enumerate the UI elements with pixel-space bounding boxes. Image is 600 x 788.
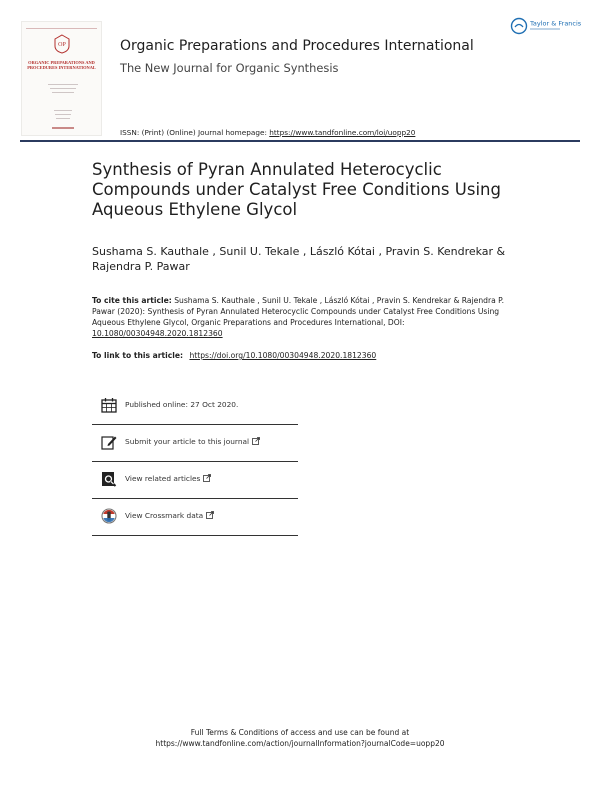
published-online-label: Published online: 27 Oct 2020. xyxy=(125,400,239,409)
cover-line xyxy=(48,84,78,85)
taylor-francis-logo-text: Taylor & Francis xyxy=(530,19,582,28)
external-link-icon xyxy=(206,511,214,519)
external-link-icon xyxy=(252,437,260,445)
article-authors: Sushama S. Kauthale , Sunil U. Tekale , László Kótai , Pravin S. Kendrekar & Rajendra P. Pawar xyxy=(92,245,506,273)
cover-crest-icon xyxy=(53,34,71,54)
submit-article-label: Submit your article to this journal xyxy=(125,437,250,446)
taylor-francis-logo xyxy=(510,17,582,35)
cover-line xyxy=(55,114,71,115)
article-link-row xyxy=(92,350,512,361)
journal-subtitle: The New Journal for Organic Synthesis xyxy=(120,61,339,75)
citation-text: Sushama S. Kauthale , Sunil U. Tekale , László Kótai , Pravin S. Kendrekar & Rajendra P. Pawar (2020): Synthesis of Pyran Annulated Heterocyclic Compounds under Catalyst Free Conditions Using Aqueous Ethylene Glycol, Organic Preparations and Procedures International, DOI: xyxy=(92,296,504,327)
info-item-related[interactable] xyxy=(92,462,298,499)
svg-text:OP: OP xyxy=(58,42,66,48)
article-title: Synthesis of Pyran Annulated Heterocyclic Compounds under Catalyst Free Conditions Using Aqueous Ethylene Glycol xyxy=(92,160,501,219)
issn-label: ISSN: (Print) (Online) Journal homepage: xyxy=(120,128,267,137)
cover-line xyxy=(52,92,74,93)
issn-line xyxy=(120,128,415,137)
cover-line xyxy=(56,118,70,119)
cover-top-rule xyxy=(26,28,97,29)
journal-title: Organic Preparations and Procedures International xyxy=(120,38,474,54)
footer-journal-info-link[interactable]: https://www.tandfonline.com/action/journalInformation?journalCode=uopp20 xyxy=(155,739,445,748)
related-articles-link[interactable] xyxy=(125,474,211,483)
crossmark-link[interactable] xyxy=(125,511,214,520)
external-link-icon xyxy=(203,474,211,482)
info-item-submit[interactable] xyxy=(92,425,298,462)
search-icon xyxy=(101,471,117,487)
footer xyxy=(100,727,500,749)
cover-line xyxy=(50,88,76,89)
article-link-label: To link to this article: xyxy=(92,351,184,360)
info-item-crossmark[interactable] xyxy=(92,499,298,536)
info-item-published xyxy=(92,388,298,425)
citation-label: To cite this article: xyxy=(92,296,172,305)
crossmark-label: View Crossmark data xyxy=(125,511,204,520)
crossmark-icon xyxy=(101,508,117,524)
article-doi-link[interactable]: https://doi.org/10.1080/00304948.2020.1812360 xyxy=(189,351,377,360)
citation-block xyxy=(92,295,512,339)
article-info-list xyxy=(92,388,298,536)
header-rule xyxy=(20,140,580,142)
cover-title: ORGANIC PREPARATIONS AND PROCEDURES INTERNATIONAL xyxy=(27,60,96,71)
cover-publisher-logo-icon xyxy=(52,126,74,130)
footer-terms-text: Full Terms & Conditions of access and use can be found at xyxy=(190,728,410,737)
edit-icon xyxy=(101,434,117,450)
journal-homepage-link[interactable]: https://www.tandfonline.com/loi/uopp20 xyxy=(269,128,416,137)
cover-line xyxy=(54,110,72,111)
related-articles-label: View related articles xyxy=(125,474,201,483)
calendar-icon xyxy=(101,397,117,413)
journal-cover-thumbnail xyxy=(21,21,102,136)
citation-doi-link[interactable]: 10.1080/00304948.2020.1812360 xyxy=(92,329,223,338)
submit-article-link[interactable] xyxy=(125,437,260,446)
